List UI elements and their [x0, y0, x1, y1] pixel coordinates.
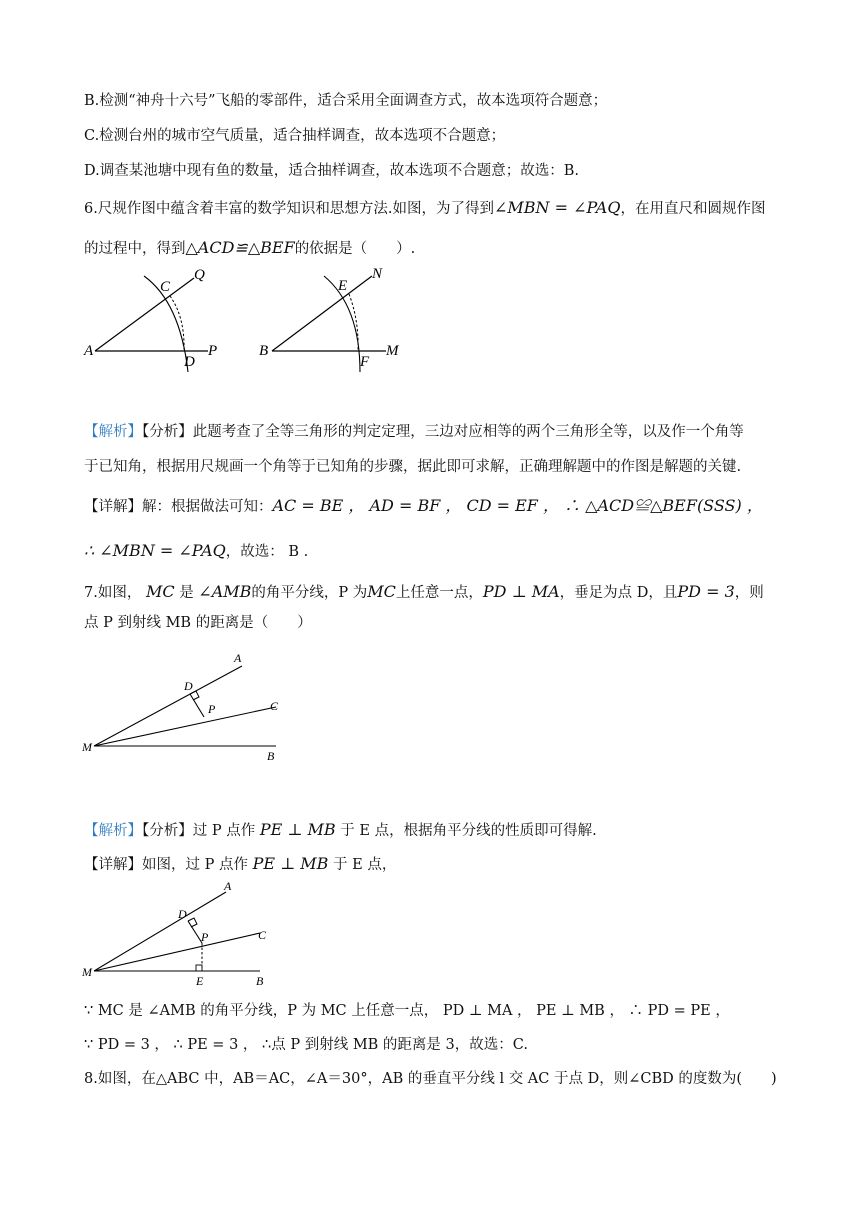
fig3-label-d: D	[184, 679, 193, 693]
fig3-label-c: C	[270, 699, 279, 713]
fig4-label-e: E	[196, 974, 204, 988]
fig2-label-m: M	[386, 343, 399, 359]
fig4-label-d: D	[178, 907, 187, 921]
q7-figure	[80, 650, 300, 770]
line-b: B.检测“神舟十六号”飞船的零部件，适合采用全面调查方式，故本选项符合题意；	[84, 93, 608, 109]
fig1-label-c: C	[160, 279, 171, 295]
q6-stem-2-tail: 的依据是（ ）.	[294, 241, 416, 257]
q7-detail-math: PE ⊥ MB	[252, 854, 329, 873]
q7-stem-math-3: MC	[367, 582, 396, 601]
fig3-label-p: P	[208, 702, 216, 716]
fig2-label-e: E	[338, 278, 348, 294]
fig4-label-p: P	[201, 930, 209, 944]
q7-stem-math-1: MC	[145, 582, 175, 601]
q8-stem: 8.如图，在△ABC 中，AB＝AC，∠A＝30°，AB 的垂直平分线 l 交 AC 于点 D，则∠CBD 的度数为( )	[84, 1071, 777, 1087]
q7-stem-1	[84, 582, 764, 602]
q6-detail-1-text: 【详解】解：根据做法可知：	[84, 499, 273, 515]
q6-figure-left	[80, 262, 220, 382]
q7-detail-pre: 【详解】如图，过 P 点作	[84, 857, 248, 873]
fig1-label-a: A	[84, 343, 94, 359]
q7-stem-2: 点 P 到射线 MB 的距离是（ ）	[84, 615, 312, 631]
q6-stem-2	[84, 238, 415, 258]
q7-analysis-math: PE ⊥ MB	[259, 820, 336, 839]
q6-stem-1-text: 6.尺规作图中蕴含着丰富的数学知识和思想方法.如图，为了得到	[84, 201, 494, 217]
q6-detail-1	[84, 496, 763, 516]
q6-stem-1-math: ∠MBN = ∠PAQ	[493, 198, 621, 217]
q6-stem-1	[84, 198, 765, 218]
q7-detail	[84, 854, 396, 874]
fig3-label-m: M	[82, 740, 92, 754]
jiexi-tag: 【解析】	[84, 424, 142, 440]
line-c: C.检测台州的城市空气质量，适合抽样调查，故本选项不合题意；	[84, 128, 506, 144]
fig1-label-d: D	[184, 354, 195, 370]
q7-stem-math-2: ∠AMB	[198, 582, 252, 601]
q7-analysis-pre: 【分析】过 P 点作	[142, 823, 256, 839]
fig2-label-f: F	[360, 354, 370, 370]
fig4-label-a: A	[224, 879, 232, 893]
q7-stem-prefix: 7.如图，	[84, 585, 142, 601]
q7-stem-t1: 是	[179, 585, 194, 601]
q7-stem-math-4: PD ⊥ MA	[482, 582, 560, 601]
fig2-label-b: B	[259, 343, 269, 359]
q6-stem-2-math: △ACD≌△BEF	[185, 238, 295, 257]
q6-stem-2-text: 的过程中，得到	[84, 241, 186, 257]
fig1-label-q: Q	[194, 267, 205, 283]
q6-detail-2-tail: ，故选： B .	[225, 544, 309, 560]
q6-detail-1-math: AC = BE ， AD = BF ， CD = EF ， ∴ △ACD≌△BEF(SSS) ，	[272, 496, 763, 515]
fig1-label-p: P	[208, 343, 218, 359]
q7-stem-t5: ，垂足为点 D，且	[559, 585, 678, 601]
fig4-label-m: M	[82, 965, 92, 979]
q7-jiexi-tag: 【解析】	[84, 823, 142, 839]
q7-analysis-tail: 于 E 点，根据角平分线的性质即可得解.	[340, 823, 597, 839]
q6-analysis-2: 于已知角，根据用尺规画一个角等于已知角的步骤，据此即可求解，正确理解题中的作图是解题的关键.	[84, 459, 742, 475]
q7-stem-t2: 的角平分线，	[251, 585, 339, 601]
fig3-label-a: A	[234, 651, 242, 665]
q7-stem-t3: P 为	[338, 585, 368, 601]
q6-detail-2	[84, 541, 308, 561]
q7-conclusion-1: ∵ MC 是 ∠AMB 的角平分线，P 为 MC 上任意一点， PD ⊥ MA ， PE ⊥ MB ， ∴ PD = PE ，	[84, 1003, 730, 1019]
q6-figure-right	[256, 262, 416, 382]
fig3-label-b: B	[267, 749, 275, 763]
q7-conclusion-2: ∵ PD = 3 ， ∴ PE = 3 ， ∴点 P 到射线 MB 的距离是 3，故选：C.	[84, 1037, 528, 1053]
q7-analysis	[84, 820, 597, 840]
q7-stem-math-5: PD = 3	[677, 582, 735, 601]
q7-stem-t4: 上任意一点，	[395, 585, 483, 601]
fig2-label-n: N	[372, 266, 383, 282]
q6-analysis-1-text: 【分析】此题考查了全等三角形的判定定理，三边对应相等的两个三角形全等，以及作一个角等	[142, 424, 744, 440]
fig4-label-c: C	[258, 928, 267, 942]
q6-stem-1-tail: ，在用直尺和圆规作图	[620, 201, 766, 217]
q6-analysis-1	[84, 423, 744, 441]
fig4-label-b: B	[256, 974, 264, 988]
q7-stem-t6: ，则	[734, 585, 764, 601]
q6-detail-2-math: ∴ ∠MBN = ∠PAQ	[84, 541, 226, 560]
q7-solution-figure	[80, 880, 300, 990]
q7-detail-tail: 于 E 点，	[333, 857, 397, 873]
line-d: D.调查某池塘中现有鱼的数量，适合抽样调查，故本选项不合题意；故选：B.	[84, 163, 579, 179]
